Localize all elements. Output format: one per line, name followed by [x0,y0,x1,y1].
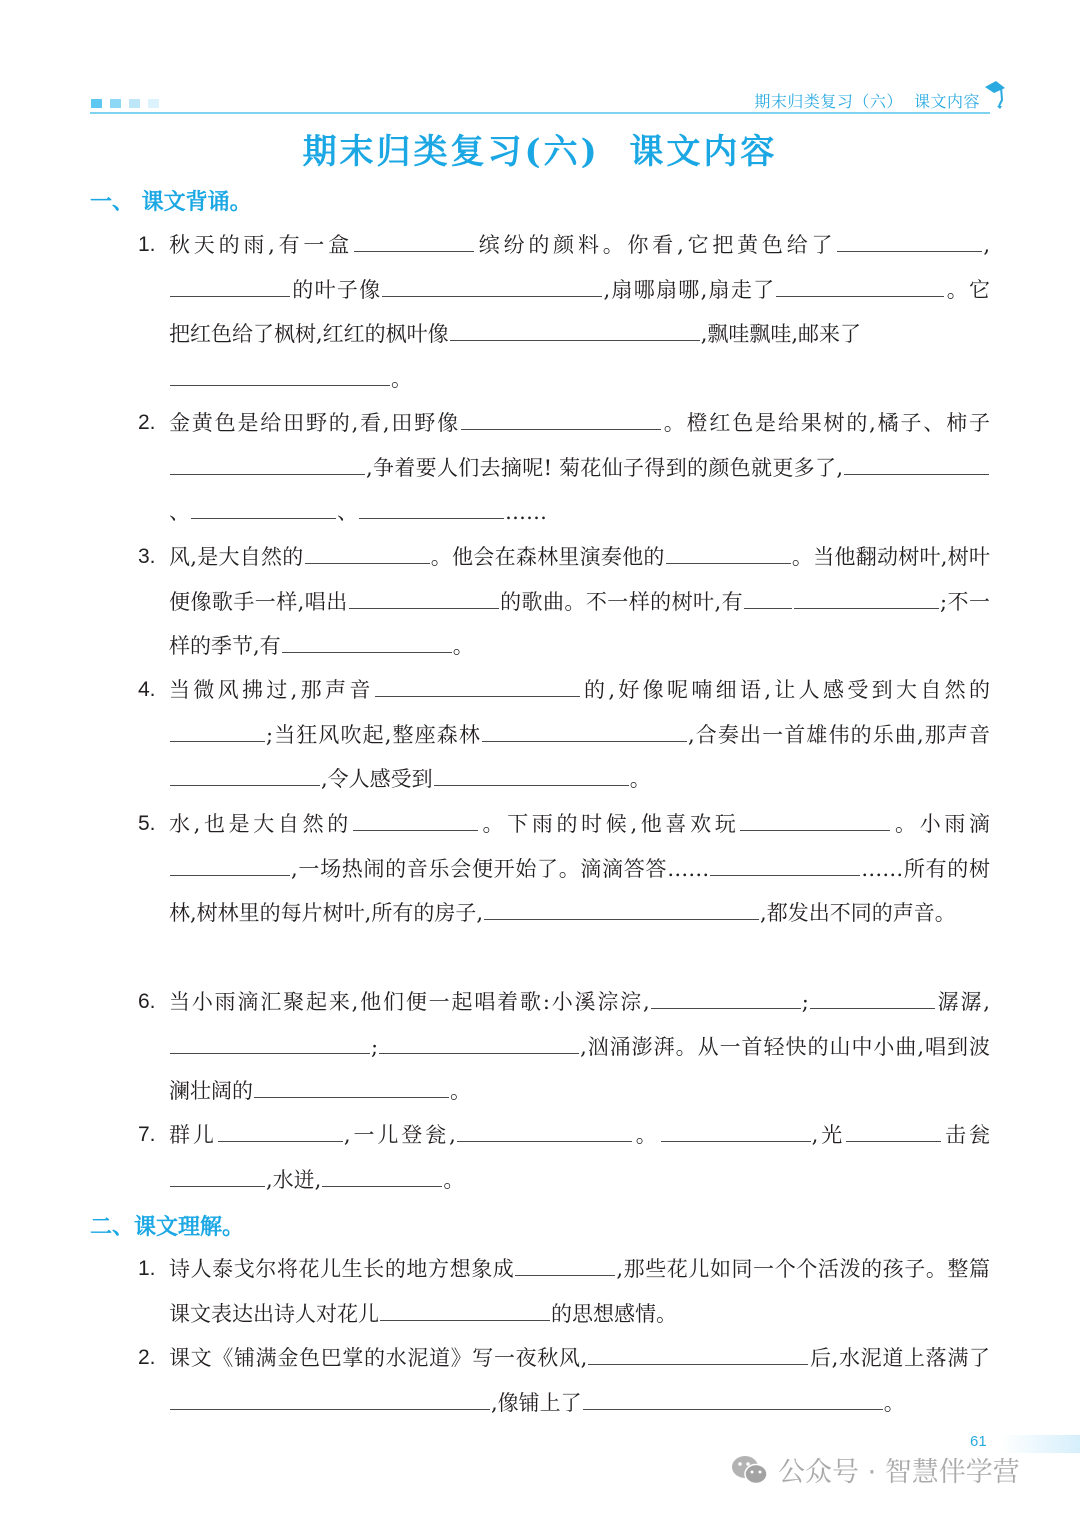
question-text-segment: 群儿 [169,1123,217,1147]
fill-in-blank[interactable] [461,407,661,430]
section-heading-understanding: 二、课文理解。 [90,1215,245,1240]
question-text-segment: 潺潺, [935,990,990,1014]
question-text-segment: 击 [942,1123,969,1147]
fill-in-blank[interactable] [282,630,452,653]
fill-in-blank[interactable] [666,541,791,564]
fill-in-blank[interactable] [484,897,759,920]
running-header-title: 期末归类复习（六） 课文内容 [754,92,980,111]
question-text [169,535,990,669]
fill-in-blank[interactable] [434,763,629,786]
header-rule [90,112,990,114]
fill-in-blank[interactable] [254,1075,449,1098]
question-text-segment: 。他会在森林里演奏他的 [430,545,665,569]
page-number: 61 [970,1433,987,1450]
question-text-segment: 的,好像呢喃细语,让人感受到大自然 [580,678,969,702]
question-text-segment: 瓮 [969,1123,990,1147]
fill-in-blank[interactable] [744,586,792,609]
fill-in-blank[interactable] [651,986,801,1009]
fill-in-blank[interactable] [515,1253,615,1276]
question-number: 6. [138,990,156,1013]
question-text [169,1247,990,1336]
question-text [169,1113,990,1202]
question-text-segment: 。小雨滴 [891,812,990,836]
fill-in-blank[interactable] [170,274,290,297]
question-text-segment: ,飘哇飘哇,邮来了 [700,322,862,346]
fill-in-blank[interactable] [170,719,265,742]
question-text-segment: …… [505,500,547,524]
header-square [110,99,121,108]
fill-in-blank[interactable] [450,318,700,341]
fill-in-blank[interactable] [170,452,365,475]
graduation-cap-icon [984,80,1006,110]
question-item [138,401,990,535]
question-text-segment: 秋天的雨,有一盒 [169,233,353,257]
header-decoration [91,99,159,108]
question-text-segment: 它把红色给了枫树,红红的枫叶像 [169,277,991,346]
fill-in-blank[interactable] [305,541,430,564]
question-number: 7. [138,1123,156,1146]
question-text-segment: ,争着要人们去摘呢! 菊花仙子得到的颜色就更多了, [366,455,843,480]
question-item [138,1336,990,1425]
question-text-segment: ,像铺上了 [491,1390,582,1415]
fill-in-blank[interactable] [379,1031,579,1054]
question-text-segment: 当小雨滴汇聚起来,他们便一起唱着歌:小溪淙淙, [169,990,650,1014]
question-text-segment: ,都发 [760,901,809,925]
question-text-segment: 。 [450,1079,471,1103]
section-heading-recitation: 一、 课文背诵。 [90,190,252,215]
fill-in-blank[interactable] [661,1119,811,1142]
question-number: 2. [138,411,156,434]
question-text-segment: 孩子。整篇课文表达出诗人对花儿 [169,1257,991,1326]
question-text-segment: 出不同的声音。 [808,901,956,925]
question-text-segment: 的叶子像 [291,277,382,302]
fill-in-blank[interactable] [170,1387,490,1410]
question-text-segment: ;不一样的季节,有 [169,589,990,658]
fill-in-blank[interactable] [382,274,602,297]
question-text-segment: 。当他翻动 [791,545,899,569]
question-text-segment: 。 [391,366,412,391]
fill-in-blank[interactable] [846,1119,941,1142]
question-text-segment: 。 [632,1123,660,1147]
question-text-segment: ,合奏出一首雄伟的乐 [688,722,895,747]
question-text-segment: 的 [969,678,990,702]
question-text-segment: 水,也是大自然的 [169,812,352,836]
question-text-segment: 当微风拂过,那声音 [169,678,374,702]
fill-in-blank[interactable] [375,674,580,697]
question-text-segment: ,一儿登瓮, [343,1123,456,1147]
fill-in-blank[interactable] [349,586,499,609]
question-text-segment: 、 [337,500,358,524]
question-number: 3. [138,545,156,568]
question-text-segment: 课文《铺满金色巴掌的水泥道》写一夜秋风, [169,1346,588,1370]
fill-in-blank[interactable] [170,363,390,386]
question-item [138,668,990,802]
fill-in-blank[interactable] [359,496,504,519]
question-text-segment: ,那些花儿如同一个个活泼的 [616,1257,883,1281]
question-text-segment: 落满了 [925,1346,990,1370]
question-number: 1. [138,1257,156,1280]
watermark [730,1450,1020,1489]
question-text-segment: 金黄色是给田野的,看,田野像 [169,411,460,435]
question-text [169,223,990,401]
header-square [148,99,159,108]
question-number: 5. [138,812,156,835]
fill-in-blank[interactable] [380,1298,550,1321]
question-text-segment: ,汹涌澎湃。从一首轻快的山中 [580,1034,874,1059]
fill-in-blank[interactable] [583,1387,883,1410]
fill-in-blank[interactable] [837,229,982,252]
question-text-segment: ,令人感受到 [321,767,433,791]
question-text-segment: 的思想感情。 [551,1301,677,1326]
question-text-segment: 诗人泰戈尔将花儿生长的地方想象成 [169,1257,515,1281]
fill-in-blank[interactable] [322,1164,442,1187]
question-text-segment: 树叶,树叶便像歌手一样,唱出 [169,545,990,614]
question-text-segment: 所有的树林,树林里的每片树叶,所有的房子, [169,856,990,925]
question-text-segment: 风,是大自然的 [169,545,304,569]
question-item [138,1247,990,1336]
question-text [169,668,990,802]
question-text [169,802,990,936]
fill-in-blank[interactable] [588,1342,808,1365]
question-text-segment: ,水迸, [266,1167,322,1192]
fill-in-blank[interactable] [844,452,989,475]
question-text-segment: 。 [443,1167,465,1192]
question-text-segment: 。 [945,277,970,302]
question-text-segment: 。 [629,767,651,791]
page-title: 期末归类复习(六) 课文内容 [302,132,778,172]
question-item [138,223,990,401]
fill-in-blank[interactable] [810,986,935,1009]
question-item [138,980,990,1114]
fill-in-blank[interactable] [794,586,939,609]
question-item [138,1113,990,1202]
fill-in-blank[interactable] [482,719,687,742]
wechat-icon [730,1454,770,1486]
question-number: 2. [138,1346,156,1369]
question-text-segment: ;当狂风吹起,整座森林 [266,722,482,747]
question-text-segment: 。橙红色是给果树的,橘子、 [661,411,947,435]
question-text-segment: ,一场热闹的音乐会便开始了。滴滴答答…… [291,856,710,881]
question-number: 4. [138,678,156,701]
question-text [169,980,990,1114]
fill-in-blank[interactable] [191,496,336,519]
fill-in-blank[interactable] [457,1119,632,1142]
question-text-segment: 的歌曲。不一样的树叶,有 [499,589,744,614]
question-text [169,401,990,535]
fill-in-blank[interactable] [170,853,290,876]
question-text-segment: 缤纷的颜料。你看,它把黄色给了 [475,233,837,257]
question-text-segment: 。 [883,1390,905,1415]
question-text-segment: …… [861,856,904,881]
question-text-segment: 后,水泥道上 [809,1346,926,1370]
question-item [138,802,990,936]
question-text-segment: ,光 [811,1123,846,1147]
question-text-segment: 、 [169,500,190,524]
watermark-text: 公众号 · 智慧伴学营 [778,1457,1020,1488]
fill-in-blank[interactable] [353,808,478,831]
question-text-segment: 柿子 [946,411,990,435]
question-text-segment: , [983,233,990,257]
fill-in-blank[interactable] [170,763,320,786]
fill-in-blank[interactable] [218,1119,343,1142]
question-text-segment: 曲,那声音 [894,722,990,747]
fill-in-blank[interactable] [776,274,944,297]
fill-in-blank[interactable] [354,229,474,252]
fill-in-blank[interactable] [170,1164,265,1187]
fill-in-blank[interactable] [170,1031,370,1054]
question-text-segment: ; [371,1034,379,1059]
question-text [169,1336,990,1425]
fill-in-blank[interactable] [710,853,860,876]
question-text-segment: 小曲,唱到波澜壮阔的 [169,1034,990,1103]
question-text-segment: 。下雨的时候,他喜欢玩 [478,812,740,836]
header-square [91,99,102,108]
question-text-segment: ; [801,990,809,1014]
question-text-segment: ,扇哪扇哪,扇走了 [603,277,776,302]
header-square [129,99,140,108]
question-item [138,535,990,669]
question-number: 1. [138,233,156,256]
question-text-segment: 。 [452,634,474,658]
fill-in-blank[interactable] [740,808,890,831]
